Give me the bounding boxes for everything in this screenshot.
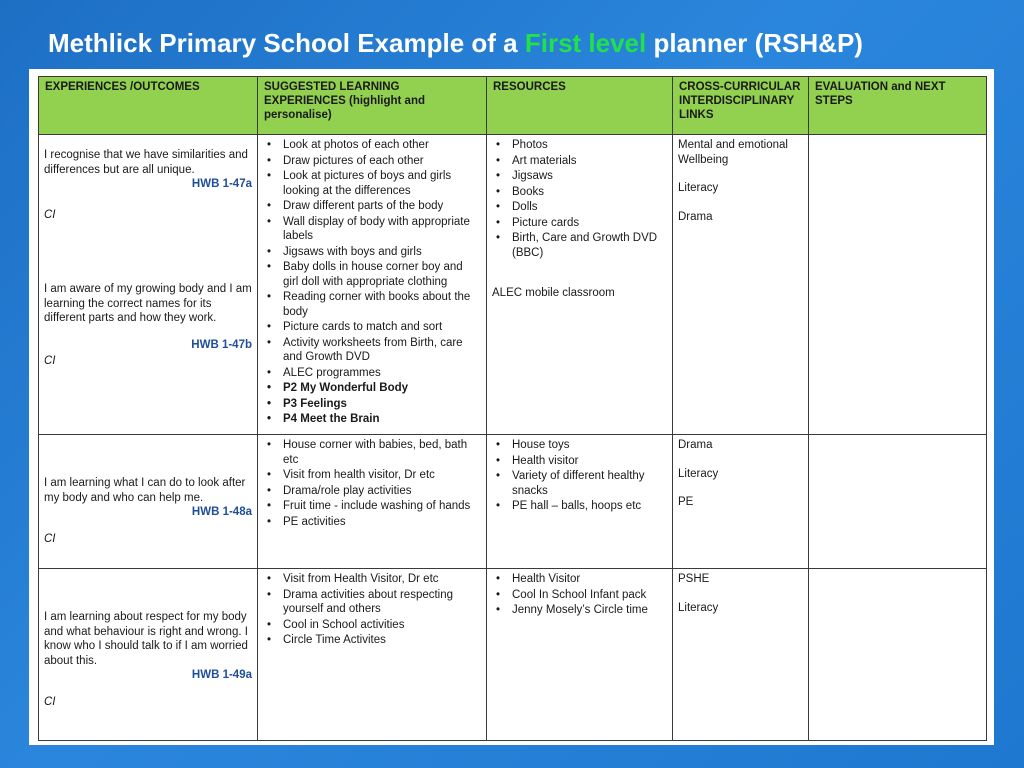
links-cell [673,135,809,435]
link-item: Literacy [678,601,719,614]
list-item: • Baby dolls in house corner boy and girl doll with appropriate clothing [283,260,481,289]
link-item: Literacy [678,467,719,480]
list-item: • Books [512,185,667,200]
list-item: • Jigsaws with boys and girls [283,245,481,260]
list-item: • Photos [512,138,667,153]
resources-cell [487,435,673,569]
list-item: • Fruit time - include washing of hands [283,499,481,514]
evaluation-cell [809,135,987,435]
list-item: • Dolls [512,200,667,215]
list-item: • Activity worksheets from Birth, care and Growth DVD [283,336,481,365]
link-item: PE [678,496,694,508]
evaluation-cell [809,435,987,569]
table-row [39,569,987,741]
link-item: PSHE [678,573,710,585]
outcome-ci: CI [44,695,56,708]
table-header-row [39,77,987,135]
outcomes-cell [39,135,258,435]
title-prefix: Methlick Primary School Example of a [48,28,518,58]
outcomes-cell [39,435,258,569]
list-item: • Variety of different healthy snacks [512,469,667,498]
link-item: Drama [678,439,713,451]
outcome-code: HWB 1-47b [191,338,252,351]
link-item: Mental and emotional Wellbeing [678,139,788,166]
list-item: • Drama/role play activities [283,484,481,499]
outcome-ci: CI [44,532,56,545]
title-highlight: First level [524,28,647,58]
outcome-ci: CI [44,355,56,367]
list-item: • Wall display of body with appropriate labels [283,215,481,244]
list-item: • Drama activities about respecting yourself and others [283,588,481,617]
links-cell [673,435,809,569]
list-item: • Birth, Care and Growth DVD (BBC) [512,231,667,260]
list-item: • Visit from Health Visitor, Dr etc [283,572,481,587]
list-item: • Draw pictures of each other [283,154,481,169]
list-item: • PE hall – balls, hoops etc [512,499,667,514]
list-item: • Picture cards to match and sort [283,320,481,335]
link-item: Literacy [678,182,719,194]
slide-title [48,28,863,59]
experiences-cell [258,135,487,435]
outcome-ci: CI [44,208,56,221]
list-item: • House toys [512,438,667,453]
outcome-text: I recognise that we have similarities and differences but are all unique. [44,149,248,176]
list-item: • P2 My Wonderful Body [283,381,481,396]
outcome-text: I am learning about respect for my body and what behaviour is right and wrong. I know who I should talk to if I am worried about this. [44,611,248,667]
links-cell [673,569,809,741]
resources-cell [487,135,673,435]
title-suffix: planner (RSH&P) [653,28,863,58]
list-item: • P3 Feelings [283,397,481,412]
experiences-cell [258,569,487,741]
table-row [39,135,987,435]
outcome-code: HWB 1-48a [191,506,252,518]
list-item: • Cool In School Infant pack [512,588,667,603]
list-item: • Look at photos of each other [283,138,481,153]
header-links: CROSS-CURRICULAR INTERDISCIPLINARY LINKS [673,77,809,135]
header-outcomes: EXPERIENCES /OUTCOMES [39,77,258,135]
planner-document [29,69,994,745]
list-item: • House corner with babies, bed, bath etc [283,438,481,467]
list-item: • Picture cards [512,216,667,231]
list-item: • P4 Meet the Brain [283,412,481,427]
outcome-text: I am aware of my growing body and I am learning the correct names for its different parts and how they work. [44,283,252,324]
list-item: • Jenny Mosely’s Circle time [512,603,667,618]
list-item: • Visit from health visitor, Dr etc [283,468,481,483]
list-item: • Jigsaws [512,169,667,184]
resource-note: ALEC mobile classroom [492,287,615,299]
list-item: • Draw different parts of the body [283,199,481,214]
list-item: • ALEC programmes [283,366,481,381]
list-item: • Reading corner with books about the body [283,290,481,319]
outcome-code: HWB 1-47a [191,178,252,190]
list-item: • Art materials [512,154,667,169]
list-item: • Look at pictures of boys and girls looking at the differences [283,169,481,198]
outcome-code: HWB 1-49a [191,669,252,681]
header-evaluation: EVALUATION and NEXT STEPS [809,77,987,135]
table-row [39,435,987,569]
header-resources: RESOURCES [487,77,673,135]
list-item: • PE activities [283,515,481,530]
list-item: • Health Visitor [512,572,667,587]
header-experiences: SUGGESTED LEARNING EXPERIENCES (highlight and personalise) [258,77,487,135]
outcomes-cell [39,569,258,741]
experiences-cell [258,435,487,569]
list-item: • Health visitor [512,454,667,469]
planner-table [38,76,987,741]
evaluation-cell [809,569,987,741]
list-item: • Circle Time Activites [283,633,481,648]
outcome-text: I am learning what I can do to look after my body and who can help me. [44,477,246,504]
link-item: Drama [678,210,713,223]
list-item: • Cool in School activities [283,618,481,633]
resources-cell [487,569,673,741]
